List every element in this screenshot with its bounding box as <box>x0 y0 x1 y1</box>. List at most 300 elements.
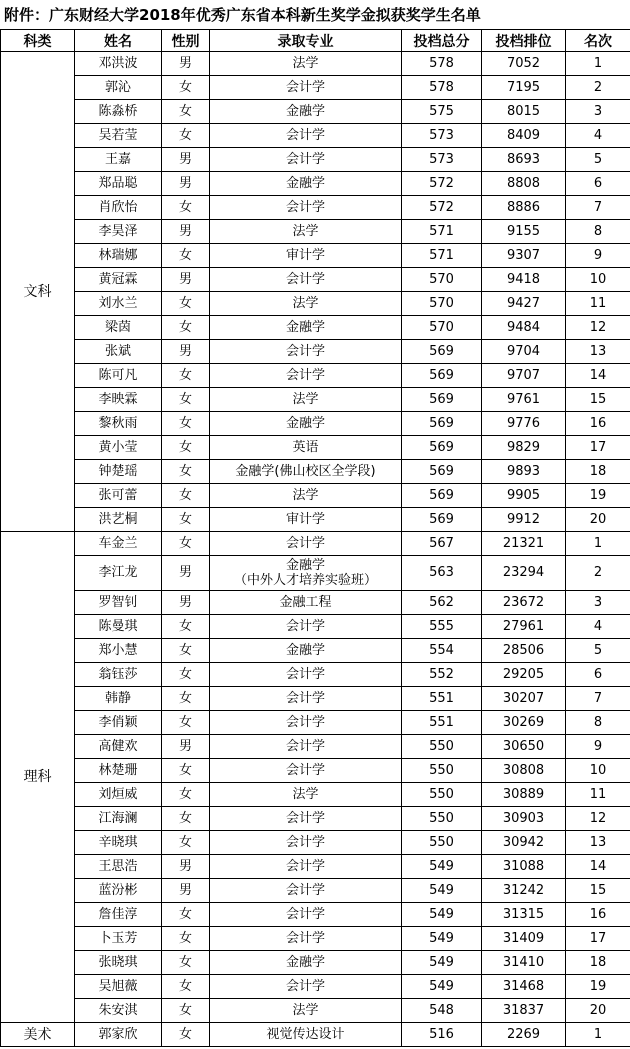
major-cell: 会计学 <box>210 927 402 951</box>
table-row <box>1 903 630 927</box>
table-row <box>1 484 630 508</box>
name-cell: 江海澜 <box>75 807 162 831</box>
major-cell: 法学 <box>210 484 402 508</box>
rank-cell: 30889 <box>482 783 566 807</box>
header-name: 姓名 <box>75 30 162 52</box>
score-cell: 569 <box>402 484 482 508</box>
rank-cell: 7052 <box>482 52 566 76</box>
table-body <box>1 52 630 1047</box>
table-row <box>1 316 630 340</box>
place-cell: 6 <box>566 172 630 196</box>
rank-cell: 9829 <box>482 436 566 460</box>
table-row <box>1 735 630 759</box>
table-row <box>1 663 630 687</box>
place-cell: 9 <box>566 244 630 268</box>
rank-cell: 8409 <box>482 124 566 148</box>
header-category: 科类 <box>1 30 75 52</box>
score-cell: 549 <box>402 927 482 951</box>
place-cell: 5 <box>566 148 630 172</box>
name-cell: 张可蕾 <box>75 484 162 508</box>
major-cell: 会计学 <box>210 615 402 639</box>
name-cell: 张斌 <box>75 340 162 364</box>
gender-cell: 女 <box>162 711 210 735</box>
category-cell: 理科 <box>1 532 75 1023</box>
gender-cell: 男 <box>162 556 210 591</box>
major-cell: 会计学 <box>210 663 402 687</box>
score-cell: 555 <box>402 615 482 639</box>
table-row <box>1 436 630 460</box>
gender-cell: 女 <box>162 508 210 532</box>
major-cell: 会计学 <box>210 196 402 220</box>
rank-cell: 23294 <box>482 556 566 591</box>
name-cell: 罗智钊 <box>75 591 162 615</box>
score-cell: 550 <box>402 735 482 759</box>
gender-cell: 女 <box>162 100 210 124</box>
score-cell: 578 <box>402 76 482 100</box>
major-cell: 会计学 <box>210 903 402 927</box>
score-cell: 569 <box>402 460 482 484</box>
name-cell: 王思浩 <box>75 855 162 879</box>
place-cell: 17 <box>566 927 630 951</box>
header-major: 录取专业 <box>210 30 402 52</box>
table-row <box>1 532 630 556</box>
score-cell: 569 <box>402 364 482 388</box>
table-row <box>1 1023 630 1047</box>
rank-cell: 27961 <box>482 615 566 639</box>
place-cell: 17 <box>566 436 630 460</box>
place-cell: 14 <box>566 855 630 879</box>
gender-cell: 女 <box>162 903 210 927</box>
table-row <box>1 951 630 975</box>
place-cell: 19 <box>566 975 630 999</box>
score-cell: 548 <box>402 999 482 1023</box>
table-row <box>1 855 630 879</box>
rank-cell: 30808 <box>482 759 566 783</box>
place-cell: 8 <box>566 220 630 244</box>
major-line-1: 金融学 <box>285 558 325 573</box>
table-row <box>1 124 630 148</box>
rank-cell: 28506 <box>482 639 566 663</box>
table-row <box>1 220 630 244</box>
gender-cell: 女 <box>162 364 210 388</box>
name-cell: 刘烜威 <box>75 783 162 807</box>
score-cell: 550 <box>402 759 482 783</box>
rank-cell: 31315 <box>482 903 566 927</box>
gender-cell: 女 <box>162 951 210 975</box>
place-cell: 10 <box>566 759 630 783</box>
major-cell: 金融学 <box>210 316 402 340</box>
place-cell: 15 <box>566 388 630 412</box>
rank-cell: 31242 <box>482 879 566 903</box>
name-cell: 刘水兰 <box>75 292 162 316</box>
rank-cell: 9707 <box>482 364 566 388</box>
rank-cell: 9761 <box>482 388 566 412</box>
table-row <box>1 999 630 1023</box>
score-cell: 554 <box>402 639 482 663</box>
gender-cell: 女 <box>162 999 210 1023</box>
score-cell: 571 <box>402 244 482 268</box>
gender-cell: 女 <box>162 292 210 316</box>
header-score: 投档总分 <box>402 30 482 52</box>
name-cell: 陈淼桥 <box>75 100 162 124</box>
major-cell: 法学 <box>210 783 402 807</box>
score-cell: 573 <box>402 148 482 172</box>
rank-cell: 9418 <box>482 268 566 292</box>
table-row <box>1 879 630 903</box>
score-cell: 570 <box>402 268 482 292</box>
major-cell: 法学 <box>210 292 402 316</box>
name-cell: 钟楚瑶 <box>75 460 162 484</box>
rank-cell: 30269 <box>482 711 566 735</box>
gender-cell: 女 <box>162 484 210 508</box>
gender-cell: 女 <box>162 615 210 639</box>
score-cell: 550 <box>402 807 482 831</box>
place-cell: 3 <box>566 591 630 615</box>
gender-cell: 女 <box>162 1023 210 1047</box>
rank-cell: 29205 <box>482 663 566 687</box>
score-cell: 572 <box>402 172 482 196</box>
header-rank: 投档排位 <box>482 30 566 52</box>
place-cell: 13 <box>566 831 630 855</box>
rank-cell: 21321 <box>482 532 566 556</box>
score-cell: 516 <box>402 1023 482 1047</box>
score-cell: 552 <box>402 663 482 687</box>
award-table <box>0 29 630 1047</box>
place-cell: 6 <box>566 663 630 687</box>
major-line-2: （中外人才培养实验班） <box>233 573 377 588</box>
rank-cell: 9905 <box>482 484 566 508</box>
rank-cell: 30942 <box>482 831 566 855</box>
place-cell: 2 <box>566 76 630 100</box>
gender-cell: 女 <box>162 927 210 951</box>
gender-cell: 男 <box>162 735 210 759</box>
score-cell: 563 <box>402 556 482 591</box>
table-row <box>1 244 630 268</box>
score-cell: 551 <box>402 687 482 711</box>
name-cell: 卜玉芳 <box>75 927 162 951</box>
major-cell: 金融工程 <box>210 591 402 615</box>
score-cell: 550 <box>402 783 482 807</box>
name-cell: 王嘉 <box>75 148 162 172</box>
place-cell: 3 <box>566 100 630 124</box>
major-cell: 会计学 <box>210 148 402 172</box>
place-cell: 10 <box>566 268 630 292</box>
major-cell: 金融学 <box>210 639 402 663</box>
name-cell: 李映霖 <box>75 388 162 412</box>
place-cell: 5 <box>566 639 630 663</box>
name-cell: 肖欣怡 <box>75 196 162 220</box>
major-cell: 法学 <box>210 52 402 76</box>
name-cell: 李昊泽 <box>75 220 162 244</box>
rank-cell: 9776 <box>482 412 566 436</box>
gender-cell: 男 <box>162 172 210 196</box>
major-cell: 会计学 <box>210 879 402 903</box>
place-cell: 4 <box>566 615 630 639</box>
rank-cell: 9912 <box>482 508 566 532</box>
rank-cell: 8015 <box>482 100 566 124</box>
header-gender: 性别 <box>162 30 210 52</box>
table-row <box>1 388 630 412</box>
major-cell: 审计学 <box>210 508 402 532</box>
score-cell: 572 <box>402 196 482 220</box>
score-cell: 578 <box>402 52 482 76</box>
name-cell: 朱安淇 <box>75 999 162 1023</box>
gender-cell: 女 <box>162 807 210 831</box>
major-cell: 会计学 <box>210 855 402 879</box>
name-cell: 陈可凡 <box>75 364 162 388</box>
category-cell: 文科 <box>1 52 75 532</box>
name-cell: 郭家欣 <box>75 1023 162 1047</box>
rank-cell: 30650 <box>482 735 566 759</box>
score-cell: 549 <box>402 903 482 927</box>
place-cell: 9 <box>566 735 630 759</box>
score-cell: 551 <box>402 711 482 735</box>
gender-cell: 女 <box>162 687 210 711</box>
gender-cell: 男 <box>162 52 210 76</box>
name-cell: 李俏颖 <box>75 711 162 735</box>
table-row <box>1 615 630 639</box>
rank-cell: 9307 <box>482 244 566 268</box>
rank-cell: 2269 <box>482 1023 566 1047</box>
name-cell: 陈曼琪 <box>75 615 162 639</box>
gender-cell: 女 <box>162 76 210 100</box>
name-cell: 韩静 <box>75 687 162 711</box>
place-cell: 16 <box>566 903 630 927</box>
table-row <box>1 831 630 855</box>
table-row <box>1 172 630 196</box>
table-row <box>1 591 630 615</box>
gender-cell: 女 <box>162 759 210 783</box>
place-cell: 13 <box>566 340 630 364</box>
table-row <box>1 292 630 316</box>
place-cell: 8 <box>566 711 630 735</box>
major-cell: 会计学 <box>210 76 402 100</box>
category-cell: 美术 <box>1 1023 75 1047</box>
table-row <box>1 783 630 807</box>
place-cell: 7 <box>566 687 630 711</box>
table-row <box>1 711 630 735</box>
gender-cell: 女 <box>162 316 210 340</box>
name-cell: 翁钰莎 <box>75 663 162 687</box>
table-row <box>1 364 630 388</box>
rank-cell: 31409 <box>482 927 566 951</box>
gender-cell: 男 <box>162 591 210 615</box>
gender-cell: 女 <box>162 975 210 999</box>
name-cell: 张晓琪 <box>75 951 162 975</box>
place-cell: 19 <box>566 484 630 508</box>
major-cell: 会计学 <box>210 831 402 855</box>
major-cell: 会计学 <box>210 975 402 999</box>
major-cell: 金融学 <box>210 412 402 436</box>
place-cell: 1 <box>566 532 630 556</box>
score-cell: 549 <box>402 975 482 999</box>
gender-cell: 女 <box>162 783 210 807</box>
table-row <box>1 412 630 436</box>
place-cell: 16 <box>566 412 630 436</box>
place-cell: 12 <box>566 807 630 831</box>
table-row <box>1 148 630 172</box>
gender-cell: 女 <box>162 388 210 412</box>
rank-cell: 31088 <box>482 855 566 879</box>
place-cell: 1 <box>566 52 630 76</box>
score-cell: 550 <box>402 831 482 855</box>
place-cell: 18 <box>566 460 630 484</box>
table-row <box>1 268 630 292</box>
table-row <box>1 76 630 100</box>
major-cell: 英语 <box>210 436 402 460</box>
rank-cell: 8886 <box>482 196 566 220</box>
rank-cell: 30903 <box>482 807 566 831</box>
name-cell: 林楚珊 <box>75 759 162 783</box>
name-cell: 郭沁 <box>75 76 162 100</box>
major-cell: 金融学 <box>210 172 402 196</box>
table-row <box>1 975 630 999</box>
table-row <box>1 807 630 831</box>
score-cell: 569 <box>402 388 482 412</box>
place-cell: 15 <box>566 879 630 903</box>
gender-cell: 男 <box>162 220 210 244</box>
table-row <box>1 508 630 532</box>
name-cell: 黄冠霖 <box>75 268 162 292</box>
rank-cell: 23672 <box>482 591 566 615</box>
score-cell: 562 <box>402 591 482 615</box>
place-cell: 2 <box>566 556 630 591</box>
name-cell: 吴若莹 <box>75 124 162 148</box>
major-cell: 会计学 <box>210 340 402 364</box>
header-place: 名次 <box>566 30 630 52</box>
header-row <box>1 30 630 52</box>
gender-cell: 男 <box>162 340 210 364</box>
major-cell: 会计学 <box>210 364 402 388</box>
document-title: 附件：广东财经大学2018年优秀广东省本科新生奖学金拟获奖学生名单 <box>4 6 481 24</box>
score-cell: 570 <box>402 316 482 340</box>
gender-cell: 男 <box>162 855 210 879</box>
score-cell: 569 <box>402 412 482 436</box>
table-row <box>1 460 630 484</box>
rank-cell: 8808 <box>482 172 566 196</box>
gender-cell: 女 <box>162 639 210 663</box>
name-cell: 郑小慧 <box>75 639 162 663</box>
score-cell: 569 <box>402 340 482 364</box>
table-row <box>1 687 630 711</box>
table-row <box>1 100 630 124</box>
name-cell: 高健欢 <box>75 735 162 759</box>
rank-cell: 7195 <box>482 76 566 100</box>
place-cell: 12 <box>566 316 630 340</box>
rank-cell: 31410 <box>482 951 566 975</box>
name-cell: 洪艺桐 <box>75 508 162 532</box>
major-cell: 会计学 <box>210 807 402 831</box>
major-cell: 金融学 <box>210 951 402 975</box>
name-cell: 林瑞娜 <box>75 244 162 268</box>
rank-cell: 30207 <box>482 687 566 711</box>
gender-cell: 女 <box>162 663 210 687</box>
gender-cell: 男 <box>162 148 210 172</box>
gender-cell: 女 <box>162 196 210 220</box>
major-cell: 法学 <box>210 220 402 244</box>
place-cell: 7 <box>566 196 630 220</box>
score-cell: 573 <box>402 124 482 148</box>
gender-cell: 女 <box>162 460 210 484</box>
table-row <box>1 340 630 364</box>
score-cell: 570 <box>402 292 482 316</box>
major-cell: 金融学(佛山校区全学段) <box>210 460 402 484</box>
place-cell: 1 <box>566 1023 630 1047</box>
name-cell: 蓝汾彬 <box>75 879 162 903</box>
name-cell: 黄小莹 <box>75 436 162 460</box>
name-cell: 郑品聪 <box>75 172 162 196</box>
gender-cell: 女 <box>162 532 210 556</box>
major-cell: 会计学 <box>210 124 402 148</box>
name-cell: 辛晓琪 <box>75 831 162 855</box>
rank-cell: 8693 <box>482 148 566 172</box>
major-cell: 金融学 <box>210 100 402 124</box>
gender-cell: 女 <box>162 831 210 855</box>
place-cell: 11 <box>566 783 630 807</box>
score-cell: 569 <box>402 508 482 532</box>
name-cell: 吴旭薇 <box>75 975 162 999</box>
major-cell: 会计学 <box>210 735 402 759</box>
name-cell: 詹佳淳 <box>75 903 162 927</box>
major-cell: 法学 <box>210 999 402 1023</box>
score-cell: 549 <box>402 855 482 879</box>
place-cell: 14 <box>566 364 630 388</box>
score-cell: 569 <box>402 436 482 460</box>
table-row <box>1 927 630 951</box>
place-cell: 18 <box>566 951 630 975</box>
major-cell: 会计学 <box>210 687 402 711</box>
major-cell: 审计学 <box>210 244 402 268</box>
major-cell: 会计学 <box>210 532 402 556</box>
gender-cell: 男 <box>162 268 210 292</box>
rank-cell: 9704 <box>482 340 566 364</box>
major-cell: 会计学 <box>210 268 402 292</box>
rank-cell: 9484 <box>482 316 566 340</box>
place-cell: 20 <box>566 999 630 1023</box>
rank-cell: 9155 <box>482 220 566 244</box>
rank-cell: 9893 <box>482 460 566 484</box>
score-cell: 549 <box>402 879 482 903</box>
table-row <box>1 759 630 783</box>
gender-cell: 男 <box>162 879 210 903</box>
score-cell: 549 <box>402 951 482 975</box>
name-cell: 梁茵 <box>75 316 162 340</box>
gender-cell: 女 <box>162 244 210 268</box>
rank-cell: 9427 <box>482 292 566 316</box>
table-row <box>1 556 630 591</box>
major-cell: 会计学 <box>210 711 402 735</box>
name-cell: 李江龙 <box>75 556 162 591</box>
name-cell: 黎秋雨 <box>75 412 162 436</box>
gender-cell: 女 <box>162 412 210 436</box>
major-cell <box>210 556 402 591</box>
major-cell: 视觉传达设计 <box>210 1023 402 1047</box>
major-cell: 法学 <box>210 388 402 412</box>
table-row <box>1 196 630 220</box>
gender-cell: 女 <box>162 124 210 148</box>
name-cell: 车金兰 <box>75 532 162 556</box>
major-cell: 会计学 <box>210 759 402 783</box>
table-row <box>1 639 630 663</box>
place-cell: 20 <box>566 508 630 532</box>
rank-cell: 31468 <box>482 975 566 999</box>
table-row <box>1 52 630 76</box>
rank-cell: 31837 <box>482 999 566 1023</box>
place-cell: 4 <box>566 124 630 148</box>
score-cell: 571 <box>402 220 482 244</box>
gender-cell: 女 <box>162 436 210 460</box>
name-cell: 邓洪波 <box>75 52 162 76</box>
